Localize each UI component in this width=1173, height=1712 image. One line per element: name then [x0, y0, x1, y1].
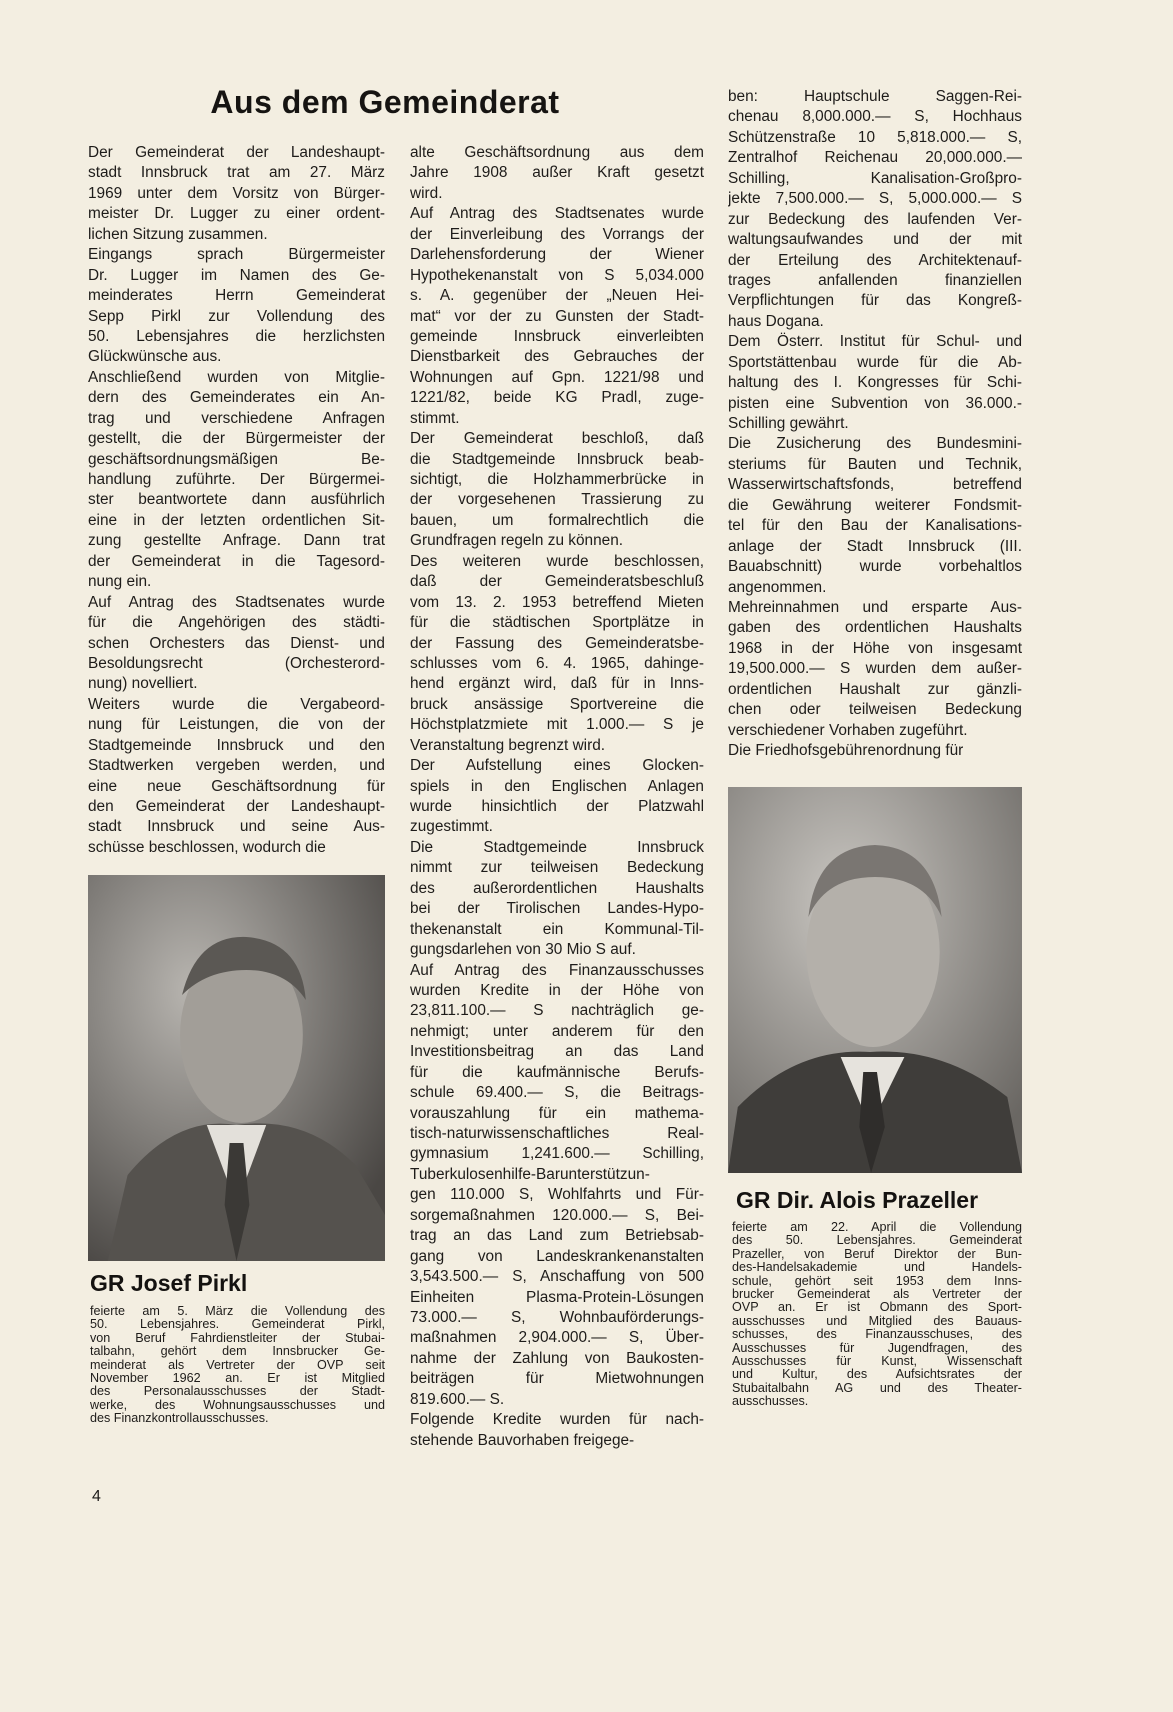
paragraph — [88, 143, 385, 245]
caption-line: Prazeller, von Beruf Direktor der Bun- — [732, 1247, 1022, 1261]
text-line: lichen Sitzung zusammen. — [88, 225, 268, 243]
caption-line: schusses, des Finanzausschuses, des — [732, 1328, 1022, 1342]
text-line: anlage der Stadt Innsbruck (III. — [728, 537, 1022, 555]
text-line: Sepp Pirkl zur Vollendung des — [88, 307, 385, 325]
text-line: chen oder teilweisen Bedeckung — [728, 701, 1022, 719]
text-line: Sportstättenbau wurde für die Ab- — [728, 353, 1022, 371]
text-line: haltung des I. Kongresses für Schi- — [728, 374, 1022, 392]
text-line: Dem Österr. Institut für Schul- und — [728, 333, 1022, 351]
portrait-caption-pirkl — [90, 1305, 385, 1426]
caption-line: ausschusses und Mitglied des Bauaus- — [732, 1314, 1022, 1328]
portrait-photo-pirkl — [88, 875, 385, 1261]
paragraph — [88, 245, 385, 368]
text-line: bruck ansässige Sportvereine die — [410, 695, 704, 713]
caption-line: brucker Gemeinderat als Vertreter der — [732, 1287, 1022, 1301]
text-line: vorauszahlung für ein mathema- — [410, 1104, 704, 1122]
text-line: Schilling, Kanalisation-Großpro- — [728, 169, 1022, 187]
paragraph — [88, 368, 385, 593]
text-line: gemeinde Innsbruck einverleibten — [410, 327, 704, 345]
text-line: Schilling gewährt. — [728, 415, 849, 432]
text-line: Auf Antrag des Stadtsenates wurde — [410, 205, 704, 223]
text-line: zung gestellte Anfrage. Dann trat — [88, 532, 385, 550]
text-line: Investitionsbeitrag an das Land — [410, 1043, 704, 1061]
text-line: Besoldungsrecht (Orchesterord- — [88, 654, 385, 672]
caption-line: feierte am 22. April die Vollendung — [732, 1221, 1022, 1234]
caption-line: ausschusses. — [732, 1395, 809, 1409]
text-line: eine neue Geschäftsordnung für — [88, 777, 385, 795]
text-line: 3,543.500.— S, Anschaffung von 500 — [410, 1268, 704, 1286]
text-line: meister Dr. Lugger zu einer ordent- — [88, 205, 385, 223]
text-line: wird. — [410, 184, 443, 202]
text-line: geschäftsordnungsmäßigen Be- — [88, 450, 385, 468]
text-line: mat“ vor der zu Gunsten der Stadt- — [410, 307, 704, 325]
paragraph — [410, 838, 704, 961]
paragraph — [410, 204, 704, 429]
text-line: steriums für Bauten und Technik, — [728, 455, 1022, 473]
text-line: 1221/82, beide KG Pradl, zuge- — [410, 389, 704, 407]
text-line: 23,811.100.— S nachträglich ge- — [410, 1002, 704, 1020]
text-line: Glückwünsche aus. — [88, 348, 222, 366]
text-line: stadt Innsbruck trat am 27. März — [88, 164, 385, 182]
text-line: nung) novelliert. — [88, 675, 198, 693]
caption-line: und Kultur, des Aufsichtsrates der — [732, 1368, 1022, 1382]
text-line: pisten eine Subvention von 36.000.- — [728, 394, 1022, 412]
text-line: gungsdarlehen von 30 Mio S auf. — [410, 941, 636, 959]
text-line: verschiedener Vorhaben zugeführt. — [728, 721, 968, 739]
text-line: stadt Innsbruck und seine Aus- — [88, 818, 385, 836]
text-column-2 — [410, 143, 704, 1451]
text-line: Grundfragen regeln zu können. — [410, 532, 624, 550]
text-line: Des weiteren wurde beschlossen, — [410, 552, 704, 570]
caption-line: schule, gehört seit 1953 dem Inns- — [732, 1274, 1022, 1288]
text-line: maßnahmen 2,904.000.— S, Über- — [410, 1329, 704, 1347]
article-title: Aus dem Gemeinderat — [210, 84, 560, 120]
caption-line: Ausschusses für Jugendfragen, des — [732, 1341, 1022, 1355]
text-line: Verpflichtungen für das Kongreß- — [728, 292, 1022, 310]
paragraph — [728, 741, 1022, 761]
text-line: für die Angehörigen des städti- — [88, 614, 385, 632]
text-line: tisch-naturwissenschaftliches Real- — [410, 1125, 704, 1142]
paragraph — [410, 961, 704, 1411]
caption-line: Ausschusses für Kunst, Wissenschaft — [732, 1354, 1022, 1368]
text-line: sorgemaßnahmen 120.000.— S, Bei- — [410, 1206, 704, 1224]
text-line: ordentlichen Haushalt zur gänzli- — [728, 680, 1022, 698]
text-line: Die Zusicherung des Bundesmini- — [728, 435, 1022, 453]
paragraph — [410, 552, 704, 756]
caption-line: ÖVP an. Er ist Obmann des Sport- — [732, 1301, 1022, 1315]
text-line: für die kaufmännische Berufs- — [410, 1063, 704, 1081]
text-line: den Gemeinderat der Landeshaupt- — [88, 798, 385, 815]
paragraph — [728, 332, 1022, 434]
portrait-caption-prazeller — [732, 1221, 1022, 1408]
paragraph — [728, 434, 1022, 598]
caption-line: Stubaitalbahn AG und des Theater- — [732, 1381, 1022, 1395]
text-line: 1969 unter dem Vorsitz von Bürger- — [88, 184, 385, 202]
text-line: Dr. Lugger im Namen des Ge- — [88, 266, 385, 284]
text-line: Die Friedhofsgebührenordnung für — [728, 742, 964, 759]
text-line: handlung zuführte. Der Bürgermei- — [88, 471, 385, 488]
text-line: gang von Landeskrankenanstalten — [410, 1247, 704, 1265]
portrait-name-prazeller: GR Dir. Alois Prazeller — [736, 1187, 979, 1213]
caption-line: November 1962 an. Er ist Mitglied — [90, 1371, 385, 1385]
text-line: meinderates Herrn Gemeinderat — [88, 287, 385, 305]
text-line: stimmt. — [410, 409, 460, 427]
text-line: Auf Antrag des Finanzausschusses — [410, 961, 704, 979]
paragraph — [728, 87, 1022, 332]
text-line: bauen, um formalrechtlich die — [410, 511, 704, 529]
text-line: des außerordentlichen Haushalts — [410, 879, 704, 897]
text-line: zugestimmt. — [410, 818, 493, 836]
text-line: Zentralhof Reichenau 20,000.000.— — [728, 149, 1022, 167]
text-line: schüsse beschlossen, wodurch die — [88, 838, 326, 856]
text-line: Der Gemeinderat beschloß, daß — [410, 430, 704, 448]
caption-line: des Finanzkontrollausschusses. — [90, 1412, 269, 1426]
text-line: Hypothekenanstalt von S 5,034.000 — [410, 266, 704, 284]
text-line: nung für Leistungen, die von der — [88, 716, 385, 734]
text-line: Der Aufstellung eines Glocken- — [410, 757, 704, 775]
text-column-3 — [728, 87, 1022, 761]
paragraph — [410, 1410, 704, 1451]
paragraph — [88, 695, 385, 859]
text-line: Bauabschnitt) wurde vorbehaltlos — [728, 558, 1022, 576]
text-line: Dienstbarkeit des Gebrauches der — [410, 348, 704, 366]
text-line: zur Bedeckung des laufenden Ver- — [728, 210, 1022, 228]
text-line: angenommen. — [728, 578, 827, 596]
text-line: der vorgesehenen Trassierung zu — [410, 491, 704, 509]
caption-line: meinderat als Vertreter der ÖVP seit — [90, 1358, 385, 1372]
caption-line: werke, des Wohnungsausschusses und — [90, 1398, 385, 1412]
text-line: schule 69.400.— S, die Beitrags- — [410, 1084, 704, 1102]
paragraph — [728, 598, 1022, 741]
portrait-photo-prazeller — [728, 787, 1022, 1173]
text-line: der Gemeinderat in die Tagesord- — [88, 552, 385, 570]
text-line: bei der Tirolischen Landes-Hypo- — [410, 900, 704, 918]
text-line: alte Geschäftsordnung aus dem — [410, 144, 704, 161]
text-line: nimmt zur teilweisen Bedeckung — [410, 859, 704, 877]
text-line: gymnasium 1,241.600.— Schilling, — [410, 1145, 704, 1163]
caption-line: von Beruf Fahrdienstleiter der Stubai- — [90, 1331, 385, 1345]
text-line: trages anfallenden finanziellen — [728, 271, 1022, 289]
text-line: der Einverleibung des Vorrangs der — [410, 225, 704, 243]
text-line: sichtigt, die Holzhammerbrücke in — [410, 471, 704, 488]
text-line: 19,500.000.— S wurden dem außer- — [728, 660, 1022, 678]
text-line: trag und verschiedene Anfragen — [88, 409, 385, 427]
text-line: Stadtwerken vergeben werden, und — [88, 757, 385, 775]
text-line: beiträgen für Mietwohnungen — [410, 1370, 704, 1388]
paragraph — [88, 593, 385, 695]
text-line: schen Orchesters das Dienst- und — [88, 634, 385, 652]
text-line: die Gewährung weiterer Fondsmit- — [728, 496, 1022, 514]
text-line: trag an das Land zum Betriebsab- — [410, 1227, 704, 1245]
paragraph — [410, 429, 704, 552]
text-line: die Stadtgemeinde Innsbruck beab- — [410, 450, 704, 468]
text-line: 73.000.— S, Wohnbauförderungs- — [410, 1308, 704, 1326]
text-line: der Erteilung des Architektenauf- — [728, 251, 1022, 269]
text-line: nehmigt; unter anderem für den — [410, 1022, 704, 1040]
text-line: Höchstplatzmiete mit 1.000.— S je — [410, 716, 704, 734]
caption-line: talbahn, gehört dem Innsbrucker Ge- — [90, 1345, 385, 1359]
text-line: Darlehensforderung der Wiener — [410, 246, 704, 264]
text-line: Folgende Kredite wurden für nach- — [410, 1411, 704, 1429]
text-line: Die Stadtgemeinde Innsbruck — [410, 838, 704, 856]
caption-line: des 50. Lebensjahres. Gemeinderat — [732, 1234, 1022, 1248]
text-line: Auf Antrag des Stadtsenates wurde — [88, 593, 385, 611]
text-line: Weiters wurde die Vergabeord- — [88, 695, 385, 713]
text-line: Stadtgemeinde Innsbruck und den — [88, 736, 385, 754]
text-line: jekte 7,500.000.— S, 5,000.000.— S — [728, 190, 1022, 208]
text-line: waltungsaufwandes und der mit — [728, 231, 1022, 249]
text-line: ben: Hauptschule Saggen-Rei- — [728, 88, 1022, 105]
text-line: Tuberkulosenhilfe-Barunterstützun- — [410, 1165, 650, 1183]
text-line: eine in der letzten ordentlichen Sit- — [88, 511, 385, 529]
caption-line: des-Handelsakademie und Handels- — [732, 1261, 1022, 1275]
text-line: s. A. gegenüber der „Neuen Hei- — [410, 287, 704, 305]
caption-line: feierte am 5. März die Vollendung des — [90, 1305, 385, 1318]
text-line: schlusses vom 6. 4. 1965, dahinge- — [410, 654, 704, 672]
text-line: gaben des ordentlichen Haushalts — [728, 619, 1022, 637]
text-line: 819.600.— S. — [410, 1390, 505, 1408]
text-line: der Fassung des Gemeinderatsbe- — [410, 634, 704, 652]
portrait-name-pirkl: GR Josef Pirkl — [90, 1270, 248, 1296]
text-line: Einheiten Plasma-Protein-Lösungen — [410, 1288, 704, 1306]
text-line: Schützenstraße 10 5,818.000.— S, — [728, 128, 1022, 146]
text-line: 1968 in der Höhe von insgesamt — [728, 639, 1022, 657]
text-line: Wohnungen auf Gpn. 1221/98 und — [410, 368, 704, 386]
text-line: Veranstaltung begrenzt wird. — [410, 736, 606, 754]
text-line: hend ergänzt wird, daß für in Inns- — [410, 675, 704, 693]
text-line: 50. Lebensjahres die herzlichsten — [88, 327, 385, 345]
text-line: ster beantwortete dann ausführlich — [88, 491, 385, 509]
page-number: 4 — [92, 1488, 101, 1505]
text-line: für die städtischen Sportplätze in — [410, 614, 704, 632]
text-line: nung ein. — [88, 573, 152, 591]
text-line: stehende Bauvorhaben freigege- — [410, 1431, 635, 1449]
paragraph — [410, 143, 704, 204]
text-line: gen 110.000 S, Wohlfahrts und Für- — [410, 1186, 704, 1204]
text-line: wurden Kredite in der Höhe von — [410, 981, 704, 999]
text-line: thekenanstalt ein Kommunal-Til- — [410, 920, 704, 938]
paragraph — [410, 756, 704, 838]
text-line: spiels in den Englischen Anlagen — [410, 777, 704, 795]
text-line: gestellt, die der Bürgermeister der — [88, 430, 385, 448]
text-line: nahme der Zahlung von Baukosten- — [410, 1349, 704, 1367]
text-line: Anschließend wurden von Mitglie- — [88, 368, 385, 386]
text-line: Eingangs sprach Bürgermeister — [88, 246, 385, 264]
text-line: wurde hinsichtlich der Platzwahl — [410, 798, 704, 815]
text-line: haus Dogana. — [728, 312, 824, 330]
text-column-1 — [88, 143, 385, 858]
text-line: Der Gemeinderat der Landeshaupt- — [88, 144, 385, 161]
text-line: Wasserwirtschaftsfonds, betreffend — [728, 476, 1022, 494]
text-line: Mehreinnahmen und ersparte Aus- — [728, 598, 1022, 616]
text-line: dern des Gemeinderates ein An- — [88, 389, 385, 407]
text-line: chenau 8,000.000.— S, Hochhaus — [728, 108, 1022, 126]
caption-line: des Personalausschusses der Stadt- — [90, 1385, 385, 1399]
text-line: tel für den Bau der Kanalisations- — [728, 517, 1022, 535]
text-line: vom 13. 2. 1953 betreffend Mieten — [410, 593, 704, 611]
caption-line: 50. Lebensjahres. Gemeinderat Pirkl, — [90, 1318, 385, 1332]
text-line: Jahre 1908 außer Kraft gesetzt — [410, 164, 704, 182]
text-line: daß der Gemeinderatsbeschluß — [410, 573, 704, 591]
